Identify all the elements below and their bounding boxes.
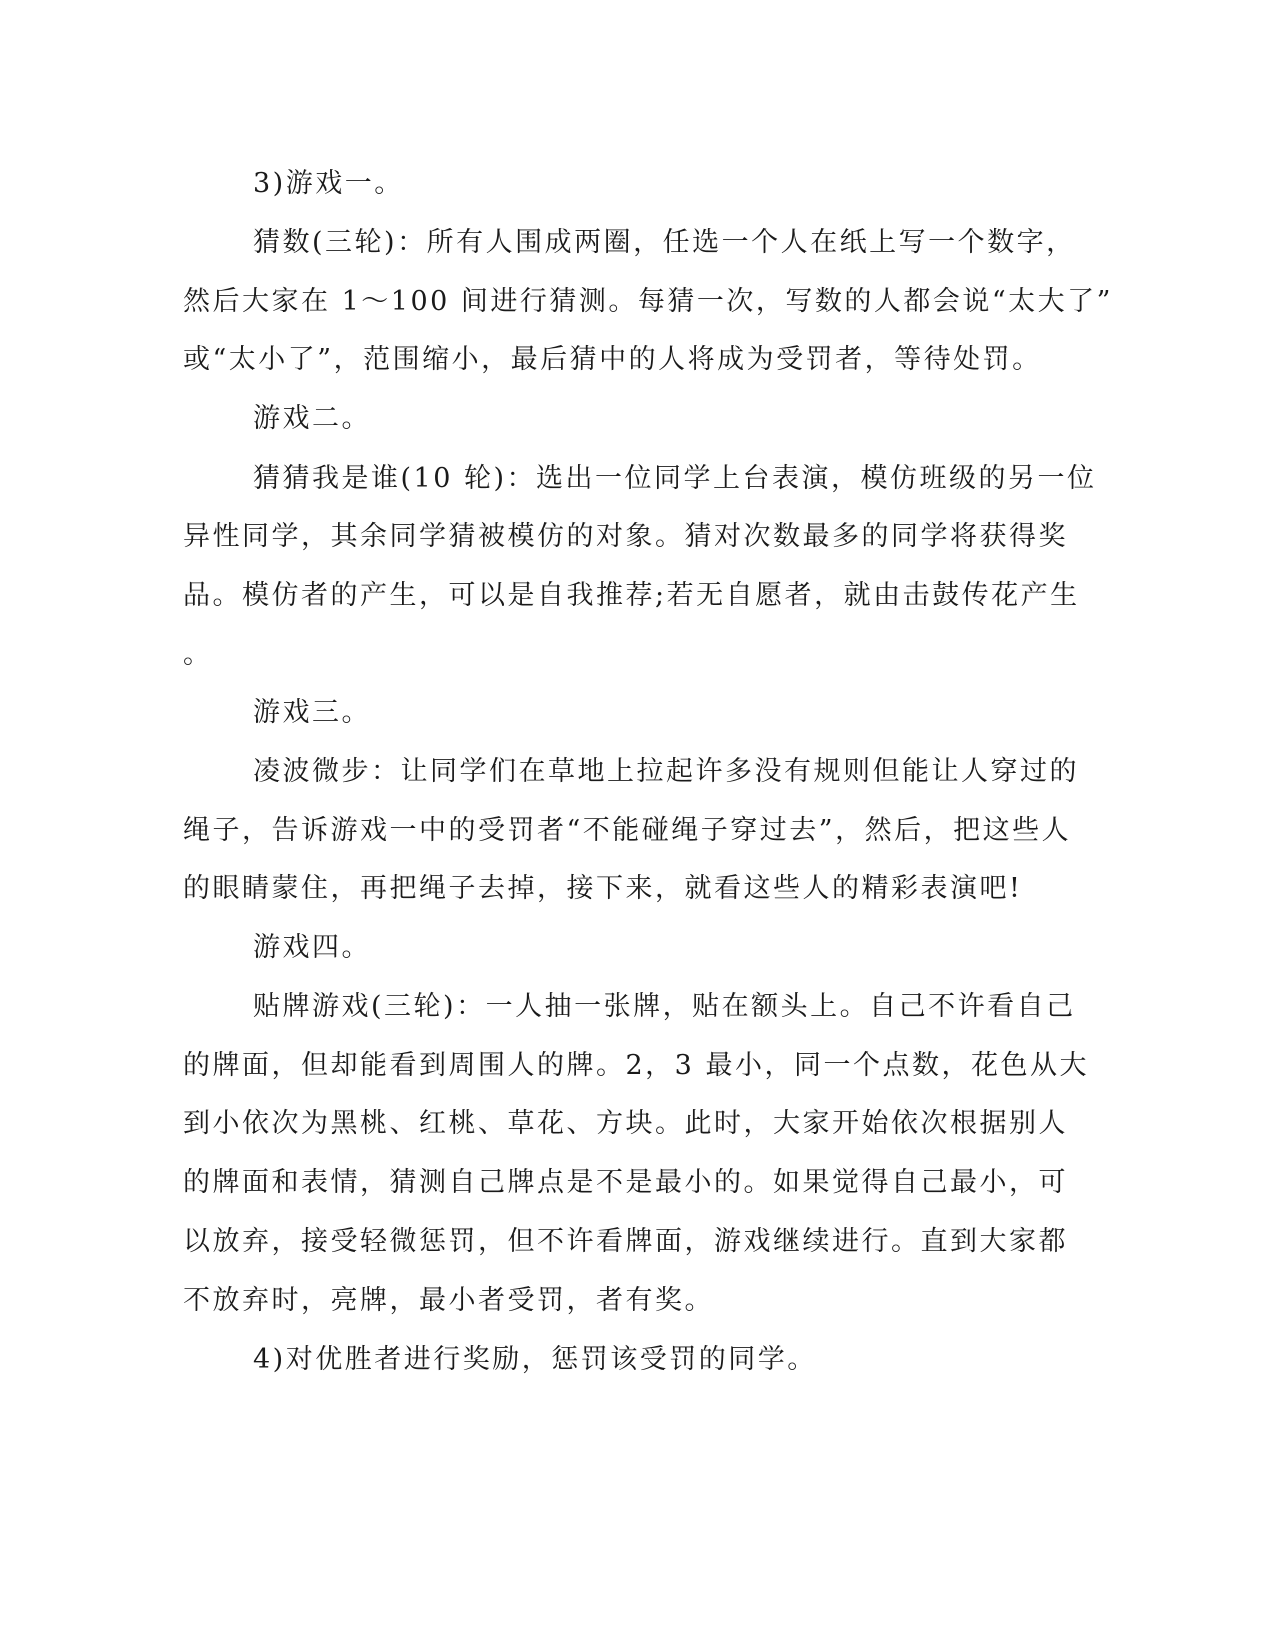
- game-three-paragraph-line: 凌波微步：让同学们在草地上拉起许多没有规则但能让人穿过的: [253, 756, 1079, 787]
- game-four-paragraph-line: 的牌面和表情，猜测自己牌点是不是最小的。如果觉得自己最小，可: [183, 1167, 1068, 1198]
- section-heading-step-3: 3)游戏一。: [253, 168, 404, 199]
- game-one-paragraph-line: 猜数(三轮)：所有人围成两圈，任选一个人在纸上写一个数字，: [253, 227, 1076, 258]
- game-four-heading: 游戏四。: [253, 932, 371, 963]
- game-one-paragraph-line: 然后大家在 1～100 间进行猜测。每猜一次，写数的人都会说“太大了”: [183, 286, 1113, 317]
- game-four-paragraph-line: 以放弃，接受轻微惩罚，但不许看牌面，游戏继续进行。直到大家都: [183, 1226, 1068, 1257]
- game-one-paragraph-line: 或“太小了”，范围缩小，最后猜中的人将成为受罚者，等待处罚。: [183, 344, 1042, 375]
- game-three-paragraph-line: 绳子，告诉游戏一中的受罚者“不能碰绳子穿过去”，然后，把这些人: [183, 815, 1072, 846]
- game-four-paragraph-line: 贴牌游戏(三轮)：一人抽一张牌，贴在额头上。自己不许看自己: [253, 991, 1076, 1022]
- game-three-paragraph-line: 的眼睛蒙住，再把绳子去掉，接下来，就看这些人的精彩表演吧!: [183, 873, 1023, 904]
- game-two-heading: 游戏二。: [253, 403, 371, 434]
- game-four-paragraph-line: 不放弃时，亮牌，最小者受罚，者有奖。: [183, 1285, 714, 1316]
- game-three-heading: 游戏三。: [253, 697, 371, 728]
- game-four-paragraph-line: 到小依次为黑桃、红桃、草花、方块。此时，大家开始依次根据别人: [183, 1108, 1068, 1139]
- game-four-paragraph-line: 的牌面，但却能看到周围人的牌。2，3 最小，同一个点数，花色从大: [183, 1050, 1089, 1081]
- game-two-paragraph-line: 品。模仿者的产生，可以是自我推荐;若无自愿者，就由击鼓传花产生: [183, 580, 1080, 611]
- game-two-paragraph-line: 猜猜我是谁(10 轮)：选出一位同学上台表演，模仿班级的另一位: [253, 463, 1097, 494]
- section-heading-step-4: 4)对优胜者进行奖励，惩罚该受罚的同学。: [253, 1344, 817, 1375]
- game-two-paragraph-line: 异性同学，其余同学猜被模仿的对象。猜对次数最多的同学将获得奖: [183, 521, 1068, 552]
- game-two-paragraph-line: 。: [183, 639, 213, 670]
